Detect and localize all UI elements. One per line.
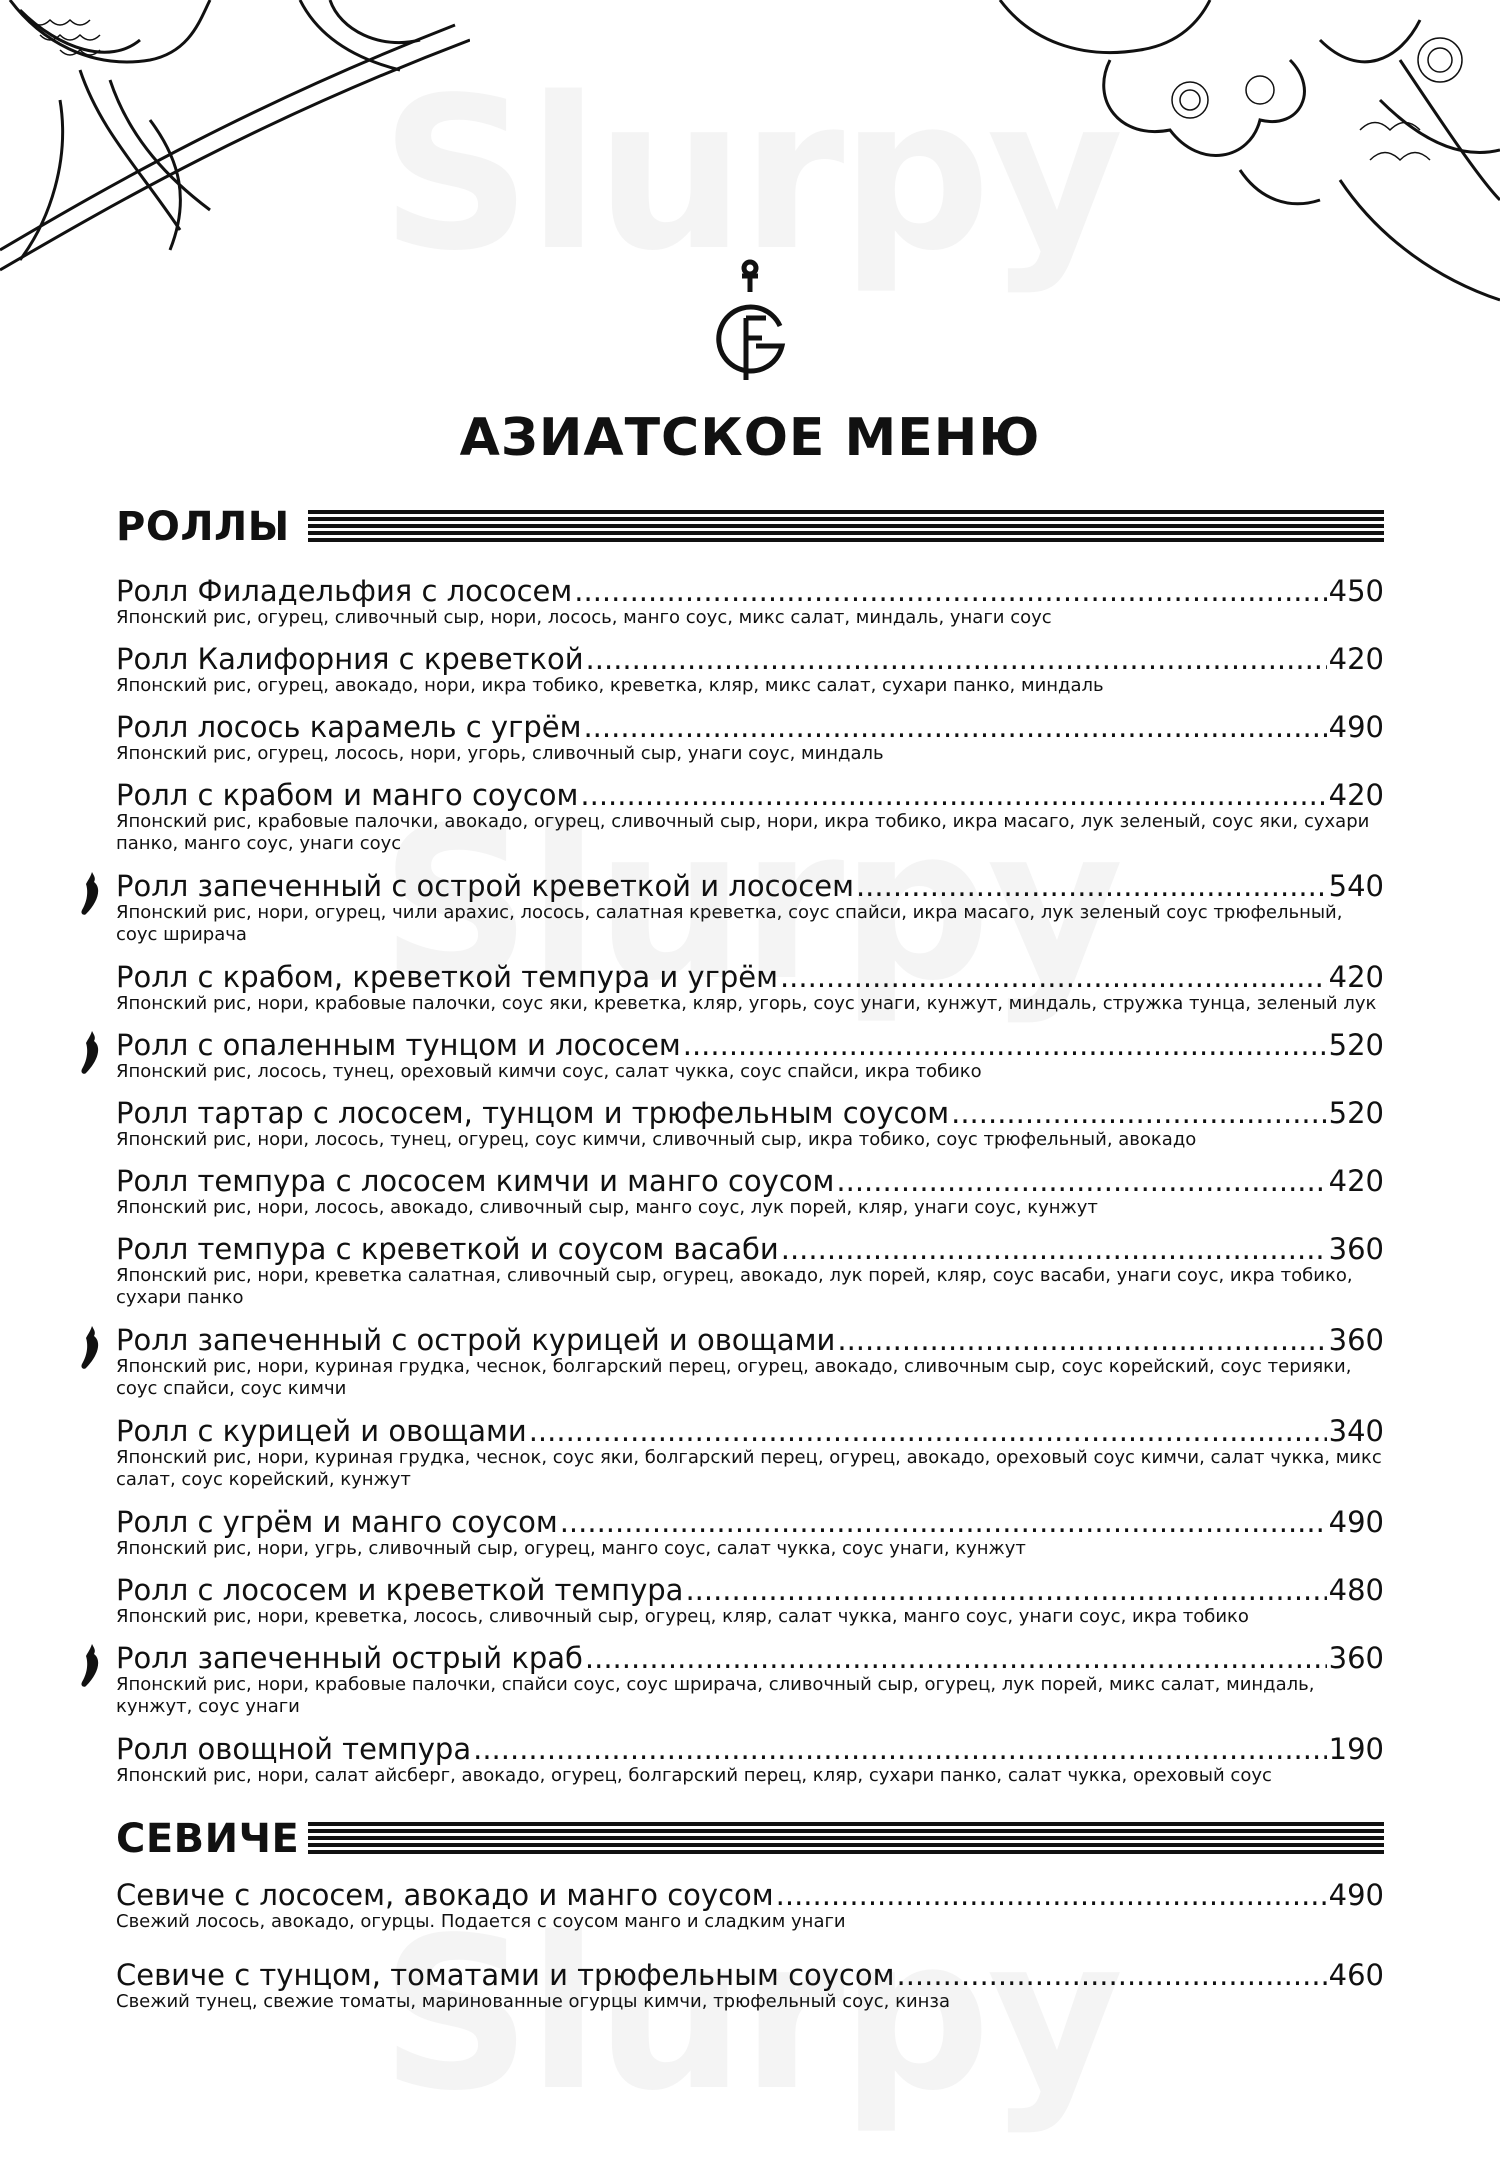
leader-dots — [529, 1413, 1327, 1449]
item-description: Японский рис, огурец, лосось, нори, угорь, сливочный сыр, унаги соус, миндаль — [116, 743, 884, 764]
watermark — [0, 70, 1500, 280]
item-description: Японский рис, нори, куриная грудка, чеснок, соус яки, болгарский перец, огурец, авокадо, ореховый соус кимчи, салат чукка, микс салат, соус корейский, кунжут — [116, 1447, 1382, 1490]
chili-pepper-icon — [78, 1326, 102, 1370]
menu-item — [116, 1504, 1384, 1572]
leader-dots — [780, 959, 1327, 995]
item-name: Севиче с тунцом, томатами и трюфельным соусом — [116, 1958, 895, 1992]
item-description: Японский рис, крабовые палочки, авокадо, огурец, сливочный сыр, нори, икра тобико, икра масаго, лук зеленый, соус яки, сухари панко, манго соус, унаги соус — [116, 811, 1370, 854]
item-description: Японский рис, нори, огурец, чили арахис, лосось, салатная креветка, соус спайси, икра масаго, лук зеленый соус трюфельный, соус шрирача — [116, 902, 1343, 945]
item-price: 450 — [1328, 574, 1384, 608]
item-description: Свежий тунец, свежие томаты, маринованные огурцы кимчи, трюфельный соус, кинза — [116, 1991, 951, 2012]
menu-item — [116, 1027, 1384, 1095]
menu-item — [116, 573, 1384, 641]
item-name: Ролл Калифорния с креветкой — [116, 642, 584, 676]
leader-dots — [473, 1731, 1327, 1767]
leader-dots — [776, 1877, 1327, 1913]
menu-item — [116, 1413, 1384, 1504]
menu-item — [116, 1957, 1384, 2025]
page-title: АЗИАТСКОЕ МЕНЮ — [459, 408, 1041, 468]
section-title: РОЛЛЫ — [116, 504, 290, 550]
item-price: 340 — [1328, 1414, 1384, 1448]
menu-item — [116, 777, 1384, 868]
item-name: Ролл запеченный с острой курицей и овощами — [116, 1323, 836, 1357]
section-rule — [308, 510, 1384, 544]
menu-item — [116, 709, 1384, 777]
menu-item — [116, 1322, 1384, 1413]
menu-item — [116, 959, 1384, 1027]
item-price: 540 — [1328, 869, 1384, 903]
item-name: Ролл запеченный острый краб — [116, 1641, 583, 1675]
item-price: 420 — [1328, 960, 1384, 994]
leader-dots — [586, 641, 1327, 677]
item-price: 460 — [1328, 1958, 1384, 1992]
item-description: Японский рис, нори, лосось, тунец, огурец, соус кимчи, сливочный сыр, икра тобико, соус трюфельный, авокадо — [116, 1129, 1197, 1150]
menu-list-rolls — [116, 573, 1384, 1799]
item-name: Севиче с лососем, авокадо и манго соусом — [116, 1878, 774, 1912]
item-name: Ролл лосось карамель с угрём — [116, 710, 582, 744]
leader-dots — [683, 1027, 1327, 1063]
item-price: 420 — [1328, 642, 1384, 676]
koi-fish-illustration — [0, 0, 470, 290]
menu-item — [116, 1163, 1384, 1231]
item-price: 490 — [1328, 1878, 1384, 1912]
leader-dots — [837, 1322, 1326, 1358]
section-header-rolls — [116, 502, 1384, 552]
item-name: Ролл с крабом, креветкой темпура и угрём — [116, 960, 778, 994]
menu-item — [116, 868, 1384, 959]
menu-item — [116, 1731, 1384, 1799]
leader-dots — [580, 777, 1326, 813]
logo-text: FG — [749, 394, 751, 395]
menu-item — [116, 1640, 1384, 1731]
item-name: Ролл с лососем и креветкой темпура — [116, 1573, 684, 1607]
menu-item — [116, 1877, 1384, 1957]
item-description: Японский рис, нори, лосось, авокадо, сливочный сыр, манго соус, лук порей, кляр, унаги соус, кунжут — [116, 1197, 1098, 1218]
item-description: Свежий лосось, авокадо, огурцы. Подается с соусом манго и сладким унаги — [116, 1911, 846, 1932]
menu-list-ceviche — [116, 1877, 1384, 2025]
leader-dots — [583, 709, 1326, 745]
item-name: Ролл запеченный с острой креветкой и лососем — [116, 869, 854, 903]
leader-dots — [781, 1231, 1327, 1267]
item-price: 480 — [1328, 1573, 1384, 1607]
section-header-ceviche — [116, 1814, 1384, 1864]
leader-dots — [856, 868, 1327, 904]
restaurant-logo — [708, 256, 792, 396]
item-name: Ролл темпура с лососем кимчи и манго соусом — [116, 1164, 835, 1198]
chili-pepper-icon — [78, 872, 102, 916]
section-title: СЕВИЧЕ — [116, 1816, 300, 1862]
menu-item — [116, 1095, 1384, 1163]
item-description: Японский рис, нори, угрь, сливочный сыр, огурец, манго соус, салат чукка, соус унаги, кунжут — [116, 1538, 1026, 1559]
item-price: 360 — [1328, 1641, 1384, 1675]
leader-dots — [685, 1572, 1326, 1608]
dragon-cloud-illustration — [940, 0, 1500, 340]
leader-dots — [585, 1640, 1327, 1676]
item-description: Японский рис, нори, крабовые палочки, спайси соус, соус шрирача, сливочный сыр, огурец, лук порей, микс салат, миндаль, кунжут, соус унаги — [116, 1674, 1315, 1717]
item-description: Японский рис, нори, креветка салатная, сливочный сыр, огурец, авокадо, лук порей, кляр, соус васаби, унаги соус, икра тобико, сухари панко — [116, 1265, 1353, 1308]
item-name: Ролл с крабом и манго соусом — [116, 778, 579, 812]
leader-dots — [897, 1957, 1327, 1993]
leader-dots — [951, 1095, 1327, 1131]
leader-dots — [574, 573, 1326, 609]
item-description: Японский рис, нори, салат айсберг, авокадо, огурец, болгарский перец, кляр, сухари панко, салат чукка, ореховый соус — [116, 1765, 1272, 1786]
item-description: Японский рис, нори, куриная грудка, чеснок, болгарский перец, огурец, авокадо, сливочным сыр, соус корейский, соус терияки, соус спайси, соус кимчи — [116, 1356, 1352, 1399]
menu-item — [116, 1231, 1384, 1322]
item-description: Японский рис, огурец, авокадо, нори, икра тобико, креветка, кляр, микс салат, сухари панко, миндаль — [116, 675, 1104, 696]
item-price: 520 — [1328, 1096, 1384, 1130]
item-description: Японский рис, нори, крабовые палочки, соус яки, креветка, кляр, угорь, соус унаги, кунжут, миндаль, стружка тунца, зеленый лук — [116, 993, 1377, 1014]
item-name: Ролл тартар с лососем, тунцом и трюфельным соусом — [116, 1096, 950, 1130]
item-price: 420 — [1328, 1164, 1384, 1198]
leader-dots — [560, 1504, 1327, 1540]
chili-pepper-icon — [78, 1031, 102, 1075]
item-name: Ролл с опаленным тунцом и лососем — [116, 1028, 681, 1062]
item-name: Ролл с угрём и манго соусом — [116, 1505, 558, 1539]
chili-pepper-icon — [78, 1644, 102, 1688]
item-name: Ролл с курицей и овощами — [116, 1414, 527, 1448]
item-name: Ролл овощной темпура — [116, 1732, 472, 1766]
item-price: 420 — [1328, 778, 1384, 812]
item-price: 360 — [1328, 1232, 1384, 1266]
menu-item — [116, 641, 1384, 709]
menu-item — [116, 1572, 1384, 1640]
item-description: Японский рис, нори, креветка, лосось, сливочный сыр, огурец, кляр, салат чукка, манго соус, унаги соус, икра тобико — [116, 1606, 1249, 1627]
item-price: 520 — [1328, 1028, 1384, 1062]
item-description: Японский рис, лосось, тунец, ореховый кимчи соус, салат чукка, соус спайси, икра тобико — [116, 1061, 982, 1082]
item-name: Ролл темпура с креветкой и соусом васаби — [116, 1232, 779, 1266]
item-price: 490 — [1328, 1505, 1384, 1539]
item-description: Японский рис, огурец, сливочный сыр, нори, лосось, манго соус, микс салат, миндаль, унаги соус — [116, 607, 1052, 628]
item-price: 490 — [1328, 710, 1384, 744]
section-rule — [308, 1822, 1384, 1856]
item-name: Ролл Филадельфия с лососем — [116, 574, 573, 608]
item-price: 360 — [1328, 1323, 1384, 1357]
item-price: 190 — [1328, 1732, 1384, 1766]
leader-dots — [836, 1163, 1326, 1199]
